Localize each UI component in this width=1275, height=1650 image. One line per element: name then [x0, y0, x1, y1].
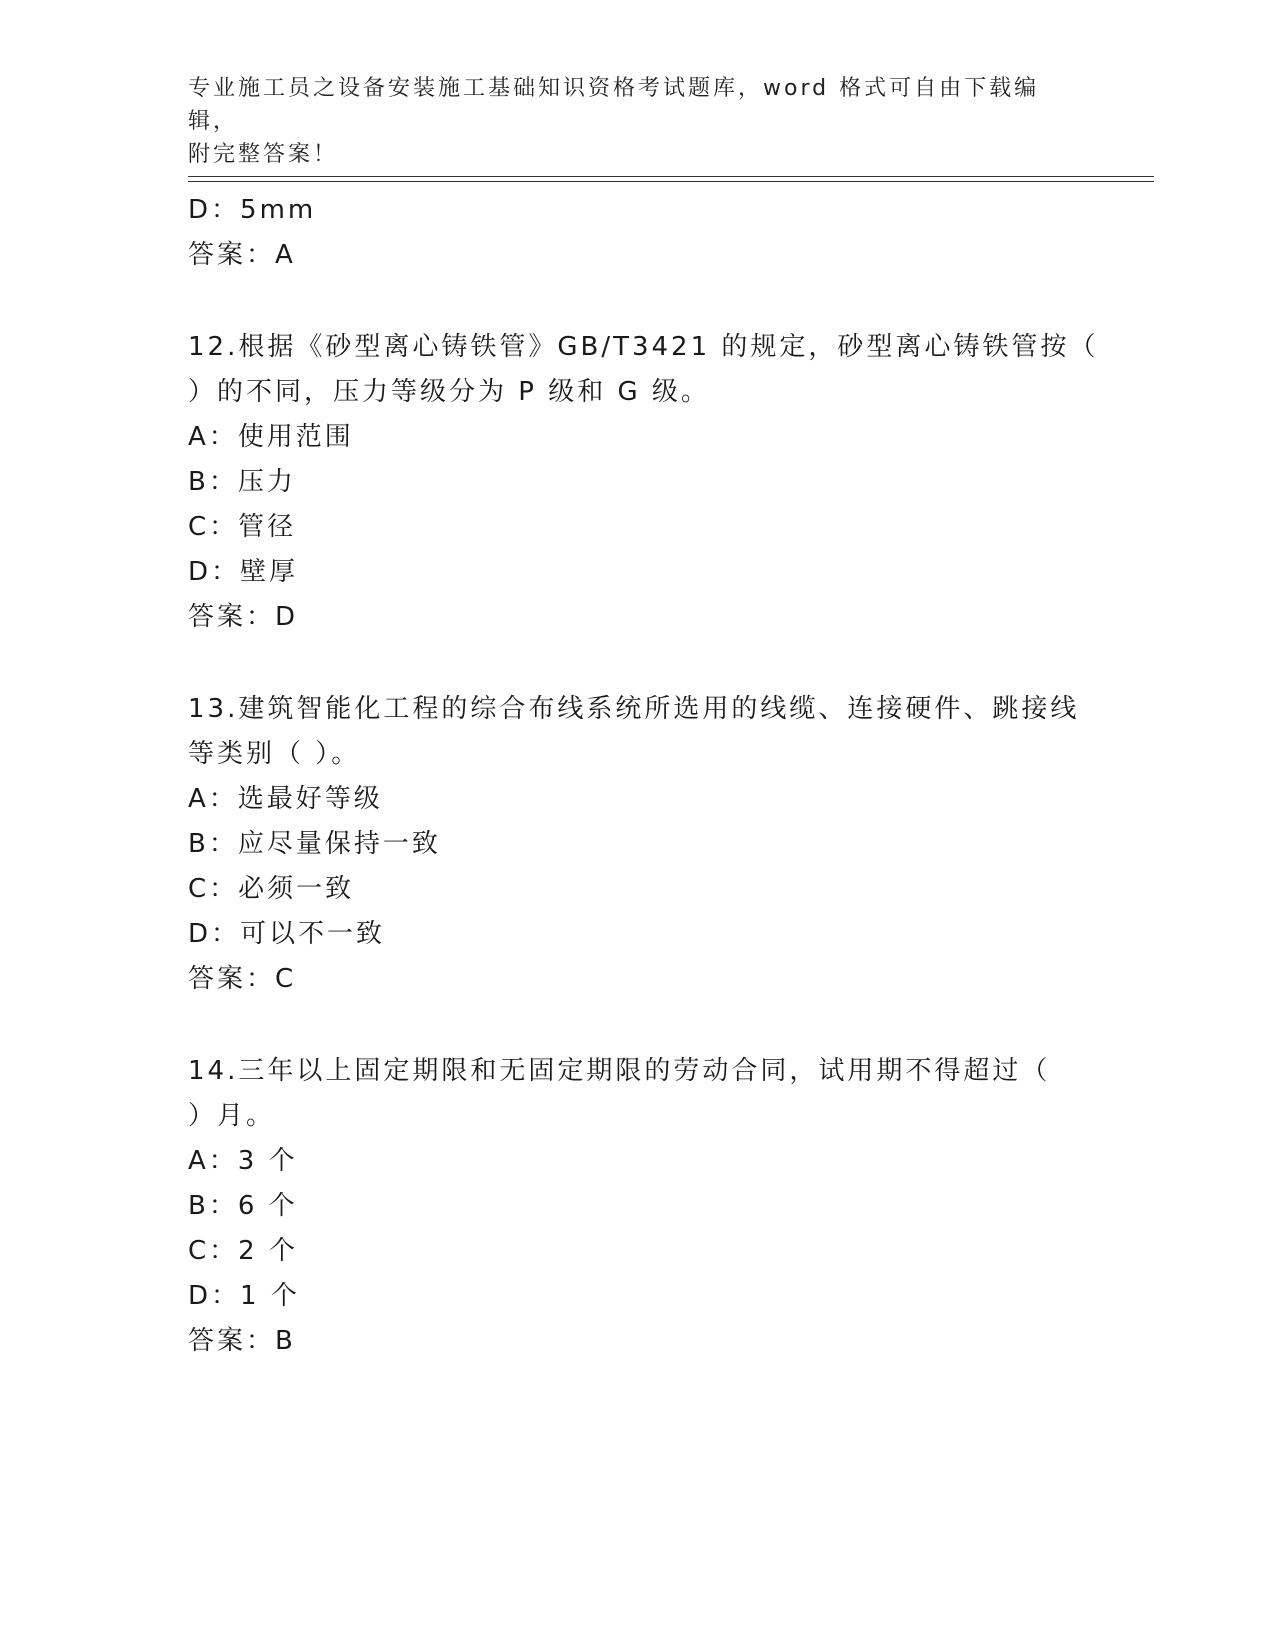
option-d: D：1 个 — [188, 1281, 300, 1311]
option-c: C：管径 — [188, 512, 297, 542]
option-c: C：2 个 — [188, 1236, 298, 1266]
page-header — [188, 72, 1088, 171]
answer: 答案：C — [188, 964, 297, 994]
option-d: D：5mm — [188, 195, 317, 225]
option-b: B：压力 — [188, 467, 296, 497]
header-line-2: 附完整答案！ — [188, 142, 339, 167]
option-b: B：6 个 — [188, 1191, 298, 1221]
answer: 答案：D — [188, 602, 299, 632]
question-text-continued: 等类别（ ）。 — [188, 739, 361, 769]
spacer — [188, 278, 1088, 325]
document-body — [188, 188, 1099, 1364]
question-block — [188, 1049, 1088, 1364]
option-b: B：应尽量保持一致 — [188, 829, 441, 859]
header-line-1: 专业施工员之设备安装施工基础知识资格考试题库，word 格式可自由下载编辑， — [188, 76, 1040, 134]
option-a: A：选最好等级 — [188, 784, 383, 814]
option-d: D：可以不一致 — [188, 919, 386, 949]
question-block — [188, 687, 1088, 1002]
question-text: 13.建筑智能化工程的综合布线系统所选用的线缆、连接硬件、跳接线 — [188, 694, 1080, 724]
question-text-continued: ）的不同，压力等级分为 P 级和 G 级。 — [188, 377, 710, 407]
option-c: C：必须一致 — [188, 874, 355, 904]
option-a: A：使用范围 — [188, 422, 354, 452]
question-text: 14.三年以上固定期限和无固定期限的劳动合同，试用期不得超过（ — [188, 1056, 1051, 1086]
spacer — [188, 640, 1088, 687]
option-a: A：3 个 — [188, 1146, 298, 1176]
spacer — [188, 1002, 1088, 1049]
question-block — [188, 325, 1099, 640]
question-text: 12.根据《砂型离心铸铁管》GB/T3421 的规定，砂型离心铸铁管按（ — [188, 332, 1099, 362]
answer: 答案：B — [188, 1326, 296, 1356]
option-d: D：壁厚 — [188, 557, 299, 587]
question-text-continued: ）月。 — [188, 1101, 276, 1131]
header-rule-top — [188, 176, 1154, 177]
answer: 答案：A — [188, 240, 296, 270]
header-rule-bottom — [188, 181, 1154, 182]
